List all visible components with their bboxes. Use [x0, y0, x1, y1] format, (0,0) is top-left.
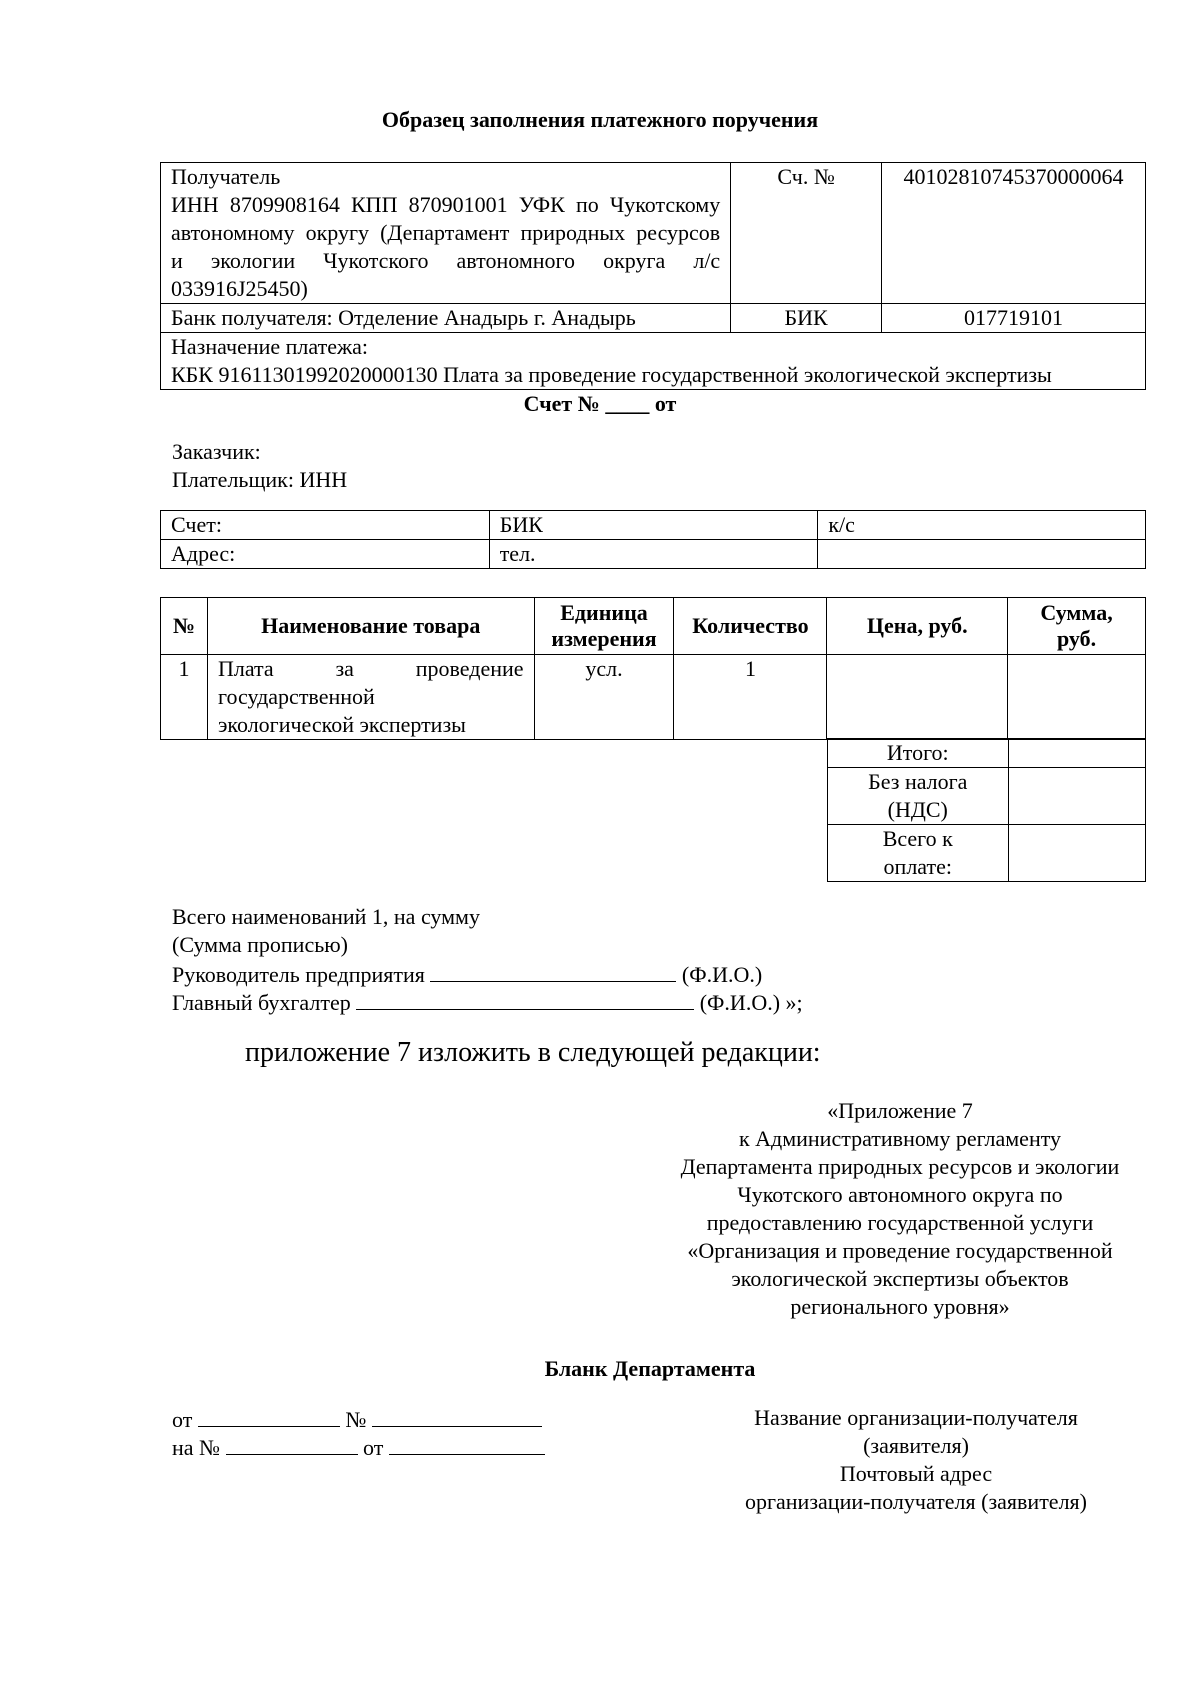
- addressee-line-3: Почтовый адрес: [839, 1461, 993, 1486]
- col-header-num: №: [161, 598, 208, 655]
- purpose-text: КБК 91611301992020000130 Плата за проведение государственной экологической экспертизы: [171, 362, 1052, 387]
- purpose-cell: [161, 333, 1146, 390]
- appendix-line-5: предоставлению государственной услуги: [706, 1210, 1094, 1235]
- appendix-line-8: регионального уровня»: [790, 1294, 1010, 1319]
- row-name-line-1: Плата за проведение: [217, 656, 524, 681]
- row-name: [207, 655, 534, 740]
- blank-ref-label: на №: [172, 1435, 221, 1460]
- amendment-text: приложение 7 изложить в следующей редакции:: [245, 1037, 821, 1068]
- row-name-line-2: государственной: [217, 684, 375, 709]
- row-num: 1: [161, 655, 208, 740]
- accountant-suffix: (Ф.И.О.) »;: [699, 990, 803, 1015]
- appendix-line-2: к Административному регламенту: [738, 1126, 1062, 1151]
- col-header-sum: Сумма, руб.: [1008, 598, 1146, 655]
- blank-title: Бланк Департамента: [544, 1356, 756, 1381]
- blank-ref-from-label: от: [363, 1435, 384, 1460]
- director-signature-line: [430, 959, 676, 982]
- recipient-label: Получатель: [171, 164, 281, 189]
- blank-ref-number-line: [226, 1432, 358, 1455]
- recipient-line-4: 033916J25450): [171, 276, 308, 301]
- row-sum: [1008, 655, 1146, 740]
- due-label-line-1: Всего к: [882, 826, 953, 851]
- blank-ref-date-line: [389, 1432, 545, 1455]
- payment-order-table: [160, 162, 1146, 390]
- purpose-row: [161, 333, 1146, 390]
- bank-details-table: [160, 510, 1146, 569]
- bank-row: [161, 304, 1146, 333]
- bank-phone-cell: тел.: [489, 540, 818, 569]
- row-qty: 1: [674, 655, 827, 740]
- recipient-line-2: автономному округу (Департамент природных ресурсов: [171, 220, 721, 245]
- bik-value: 017719101: [882, 304, 1146, 333]
- total-label: Итого:: [828, 739, 1009, 768]
- blank-ref-line: [172, 1432, 545, 1462]
- due-label-line-2: оплате:: [883, 854, 952, 879]
- bank-ks-cell: к/с: [818, 511, 1146, 540]
- blank-from-line: [172, 1404, 542, 1434]
- addressee-line-1: Название организации-получателя: [754, 1405, 1078, 1430]
- bik-label: БИК: [731, 304, 882, 333]
- recipient-cell: [161, 163, 731, 304]
- total-value: [1008, 739, 1145, 768]
- payment-recipient-row: [161, 163, 1146, 304]
- blank-number-label: №: [345, 1407, 367, 1432]
- customer-label: Заказчик:: [172, 439, 261, 464]
- addressee-block: [686, 1404, 1146, 1516]
- col-header-unit: Единица измерения: [534, 598, 674, 655]
- due-label: [828, 825, 1009, 882]
- appendix-line-1: «Приложение 7: [827, 1098, 973, 1123]
- director-suffix: (Ф.И.О.): [681, 962, 763, 987]
- bank-account-cell: Счет:: [161, 511, 490, 540]
- blank-number-line: [372, 1404, 542, 1427]
- items-header-row: [161, 598, 1146, 655]
- row-name-line-3: экологической экспертизы: [217, 712, 466, 737]
- totals-table: [827, 738, 1146, 882]
- appendix-header: [630, 1097, 1170, 1321]
- appendix-line-4: Чукотского автономного округа по: [737, 1182, 1063, 1207]
- tax-label-line-2: (НДС): [887, 797, 948, 822]
- accountant-signature-line: [356, 987, 694, 1010]
- purpose-label: Назначение платежа:: [171, 334, 369, 359]
- recipient-line-3: и экологии Чукотского автономного округа л/с: [171, 248, 721, 273]
- director-label: Руководитель предприятия: [172, 962, 425, 987]
- account-value: 40102810745370000064: [882, 163, 1146, 304]
- bank-bik-cell: БИК: [489, 511, 818, 540]
- col-header-name: Наименование товара: [207, 598, 534, 655]
- recipient-line-1: ИНН 8709908164 КПП 870901001 УФК по Чукотскому: [171, 192, 721, 217]
- bank-address-cell: Адрес:: [161, 540, 490, 569]
- account-label: Сч. №: [731, 163, 882, 304]
- tax-label: [828, 768, 1009, 825]
- appendix-line-7: экологической экспертизы объектов: [731, 1266, 1069, 1291]
- appendix-line-3: Департамента природных ресурсов и экологии: [680, 1154, 1120, 1179]
- payer-label: Плательщик: ИНН: [172, 467, 348, 492]
- blank-date-line: [198, 1404, 340, 1427]
- summary-line: Всего наименований 1, на сумму: [172, 904, 480, 929]
- accountant-line: [172, 987, 803, 1017]
- tax-label-line-1: Без налога: [868, 769, 968, 794]
- bank-empty-cell: [818, 540, 1146, 569]
- invoice-title: Счет № ____ от: [523, 391, 677, 416]
- bank-text: Банк получателя: Отделение Анадырь г. Анадырь: [161, 304, 731, 333]
- row-unit: усл.: [534, 655, 674, 740]
- blank-from-label: от: [172, 1407, 193, 1432]
- tax-value: [1008, 768, 1145, 825]
- amount-words: (Сумма прописью): [172, 932, 348, 957]
- due-value: [1008, 825, 1145, 882]
- table-row: [161, 655, 1146, 740]
- accountant-label: Главный бухгалтер: [172, 990, 351, 1015]
- addressee-line-2: (заявителя): [863, 1433, 969, 1458]
- director-line: [172, 959, 762, 989]
- col-header-qty: Количество: [674, 598, 827, 655]
- sample-title: Образец заполнения платежного поручения: [381, 107, 819, 132]
- row-price: [827, 655, 1008, 740]
- col-header-price: Цена, руб.: [827, 598, 1008, 655]
- items-table: [160, 597, 1146, 740]
- appendix-line-6: «Организация и проведение государственной: [687, 1238, 1113, 1263]
- addressee-line-4: организации-получателя (заявителя): [745, 1489, 1087, 1514]
